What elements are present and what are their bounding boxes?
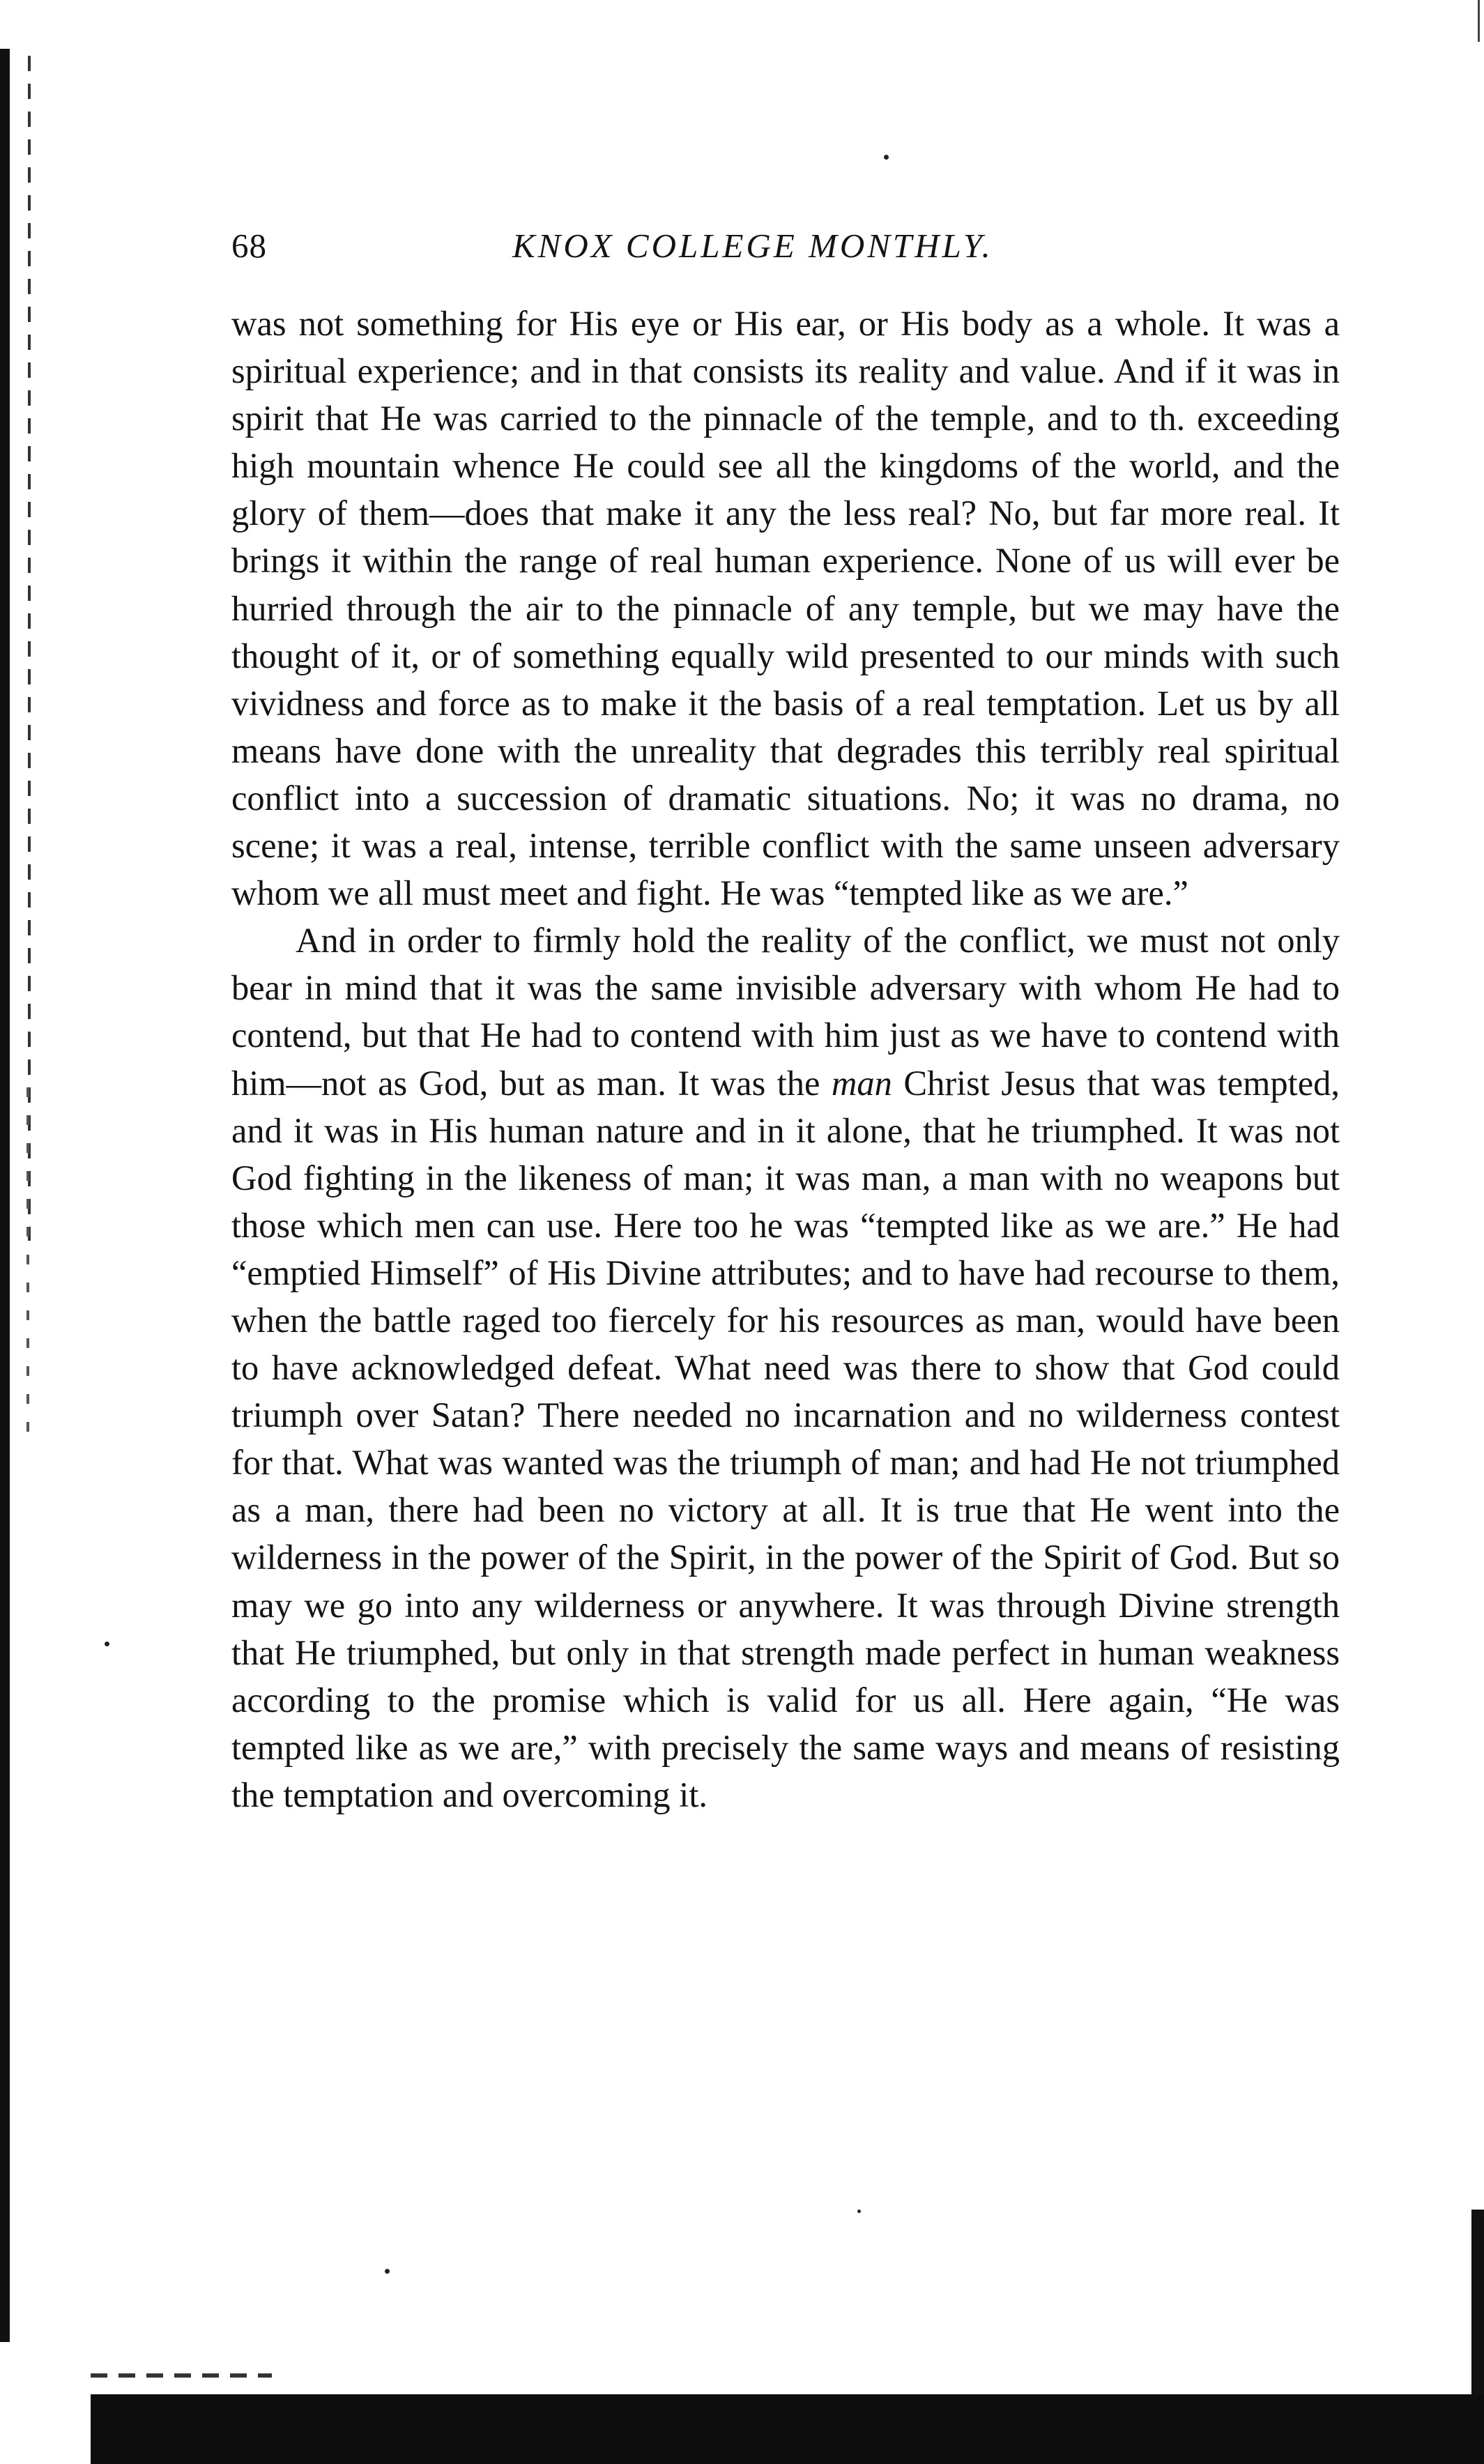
paragraph-text: Christ Jesus that was tempted, and it was in His human nature and in it alone, that he triumphed. It was not God fighting in the likeness of man; it was man, a man with no weapons but those which men can use. Here too he was “tempted like as we are.” He had “emptied Himself” of His Divine attributes; and to have had recourse to them, when the battle raged too fiercely for his resources as man, would have been to have acknowledged defeat. What need was there to show that God could triumph over Satan? There needed no incarnation and no wilderness contest for that. What was wanted was the triumph of man; and had He not triumphed as a man, there had been no victory at all. It is true that He went into the wilderness in the power of the Spirit, in the power of the Spirit of God. But so may we go into any wilderness or anywhere. It was through Divine strength that He triumphed, but only in that strength made perfect in human weakness according to the promise which is valid for us all. Here again, “He was tempted like as we are,” with precisely the same ways and means of resisting the temptation and overcoming it. <box>231 1063 1340 1814</box>
paragraph-text: And in order to firmly hold the reality of the conflict, we must not only bear in mind that it was the same invisible adversary with whom He had to contend, but that He had to contend with him just as we have to contend with him—not as God, but as man. It was the <box>231 921 1340 1103</box>
paragraph <box>231 917 1340 1819</box>
running-head <box>0 222 1484 270</box>
scan-bottom-mark <box>91 2373 272 2378</box>
paragraph <box>231 300 1340 917</box>
italic-text: man <box>831 1063 892 1103</box>
scan-edge-left <box>0 49 10 2342</box>
scan-speck <box>105 1642 109 1646</box>
scan-speck <box>385 2269 390 2274</box>
journal-title: KNOX COLLEGE MONTHLY. <box>512 227 993 265</box>
scan-edge-right <box>1471 2210 1484 2419</box>
scan-edge-right-mark <box>1478 0 1480 42</box>
article-body <box>231 300 1340 1819</box>
scan-speck <box>857 2210 861 2213</box>
scan-bottom-edge <box>91 2394 1484 2464</box>
paragraph-text: was not something for His eye or His ear, or His body as a whole. It was a spiritual experience; and in that consists its reality and value. And if it was in spirit that He was carried to the pinnacle of the temple, and to th. exceeding high mountain whence He could see all the kingdoms of the world, and the glory of them—does that make it any the less real? No, but far more real. It brings it within the range of real human experience. None of us will ever be hurried through the air to the pinnacle of any temple, but we may have the thought of it, or of something equally wild presented to our minds with such vividness and force as to make it the basis of a real temptation. Let us by all means have done with the unreality that degrades this terribly real spiritual conflict into a succession of dramatic situations. No; it was no drama, no scene; it was a real, intense, terrible conflict with the same unseen adversary whom we all must meet and fight. He was “tempted like as we are.” <box>231 304 1340 913</box>
scan-edge-left-mark <box>26 1087 29 1436</box>
page-number: 68 <box>231 227 267 265</box>
scan-speck <box>884 155 889 160</box>
